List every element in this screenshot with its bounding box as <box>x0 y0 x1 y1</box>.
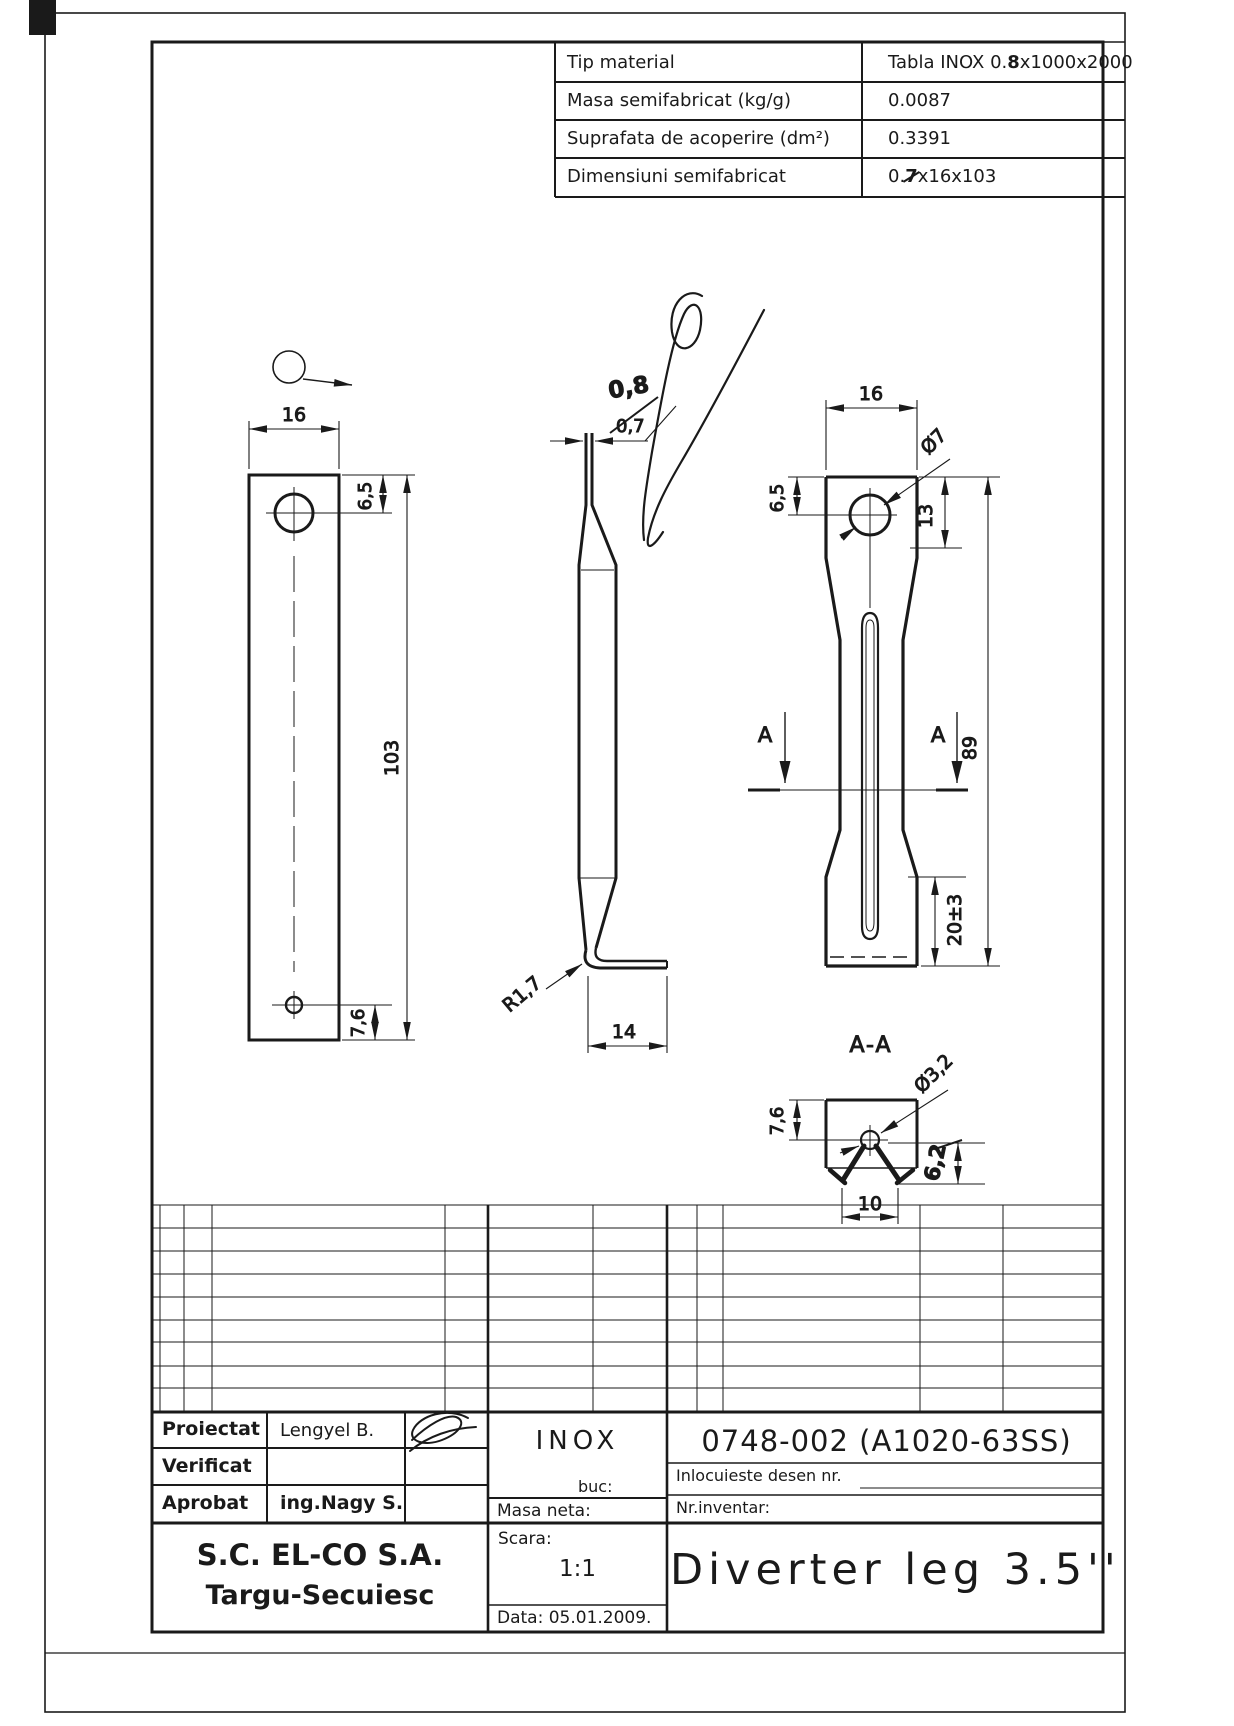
dim-front-hole-dia: Ø7 <box>916 424 952 460</box>
part-number: 0748-002 (A1020-63SS) <box>701 1424 1072 1458</box>
checked-label: Verificat <box>162 1455 252 1477</box>
handwritten-signature-large <box>643 293 764 546</box>
section-view <box>767 1033 985 1224</box>
dim-side-foot: 14 <box>611 1021 637 1043</box>
dim-front-flare: 20±3 <box>944 893 966 947</box>
left-view <box>249 351 415 1040</box>
dim-front-width: 16 <box>858 383 884 405</box>
designed-by: Lengyel B. <box>280 1420 375 1441</box>
dim-section-height: 7,6 <box>767 1106 788 1136</box>
front-view <box>748 383 1000 966</box>
date-label: Data: 05.01.2009. <box>497 1608 652 1628</box>
dim-side-thickness: 0,8 <box>606 371 652 405</box>
dim-front-head-depth: 13 <box>915 503 937 529</box>
struck-digit: 7 <box>905 166 918 187</box>
section-title: A-A <box>849 1033 893 1058</box>
material-row-value: 0.3391 <box>888 128 951 149</box>
value-text: x1000x2000 <box>1019 52 1133 73</box>
approved-by: ing.Nagy S. <box>280 1492 404 1514</box>
material-name: INOX <box>535 1426 620 1456</box>
part-title: Diverter leg 3.5'' <box>670 1545 1121 1595</box>
value-text: Tabla INOX 0. <box>888 52 1008 73</box>
dim-left-width: 16 <box>281 404 307 426</box>
company-name: S.C. EL-CO S.A. <box>196 1538 444 1572</box>
view-direction-icon <box>273 351 305 383</box>
material-row-label: Suprafata de acoperire (dm²) <box>567 128 830 149</box>
value-text: 0. <box>888 166 906 187</box>
designed-label: Proiectat <box>162 1418 260 1440</box>
dim-section-depth: 6,2 <box>919 1141 951 1184</box>
scale-value: 1:1 <box>558 1556 596 1582</box>
scale-label: Scara: <box>498 1529 552 1549</box>
net-mass-label: Masa neta: <box>497 1501 591 1521</box>
dim-left-bottom-hole: 7,6 <box>348 1008 369 1038</box>
scan-artifact <box>29 0 56 35</box>
material-row-value <box>888 52 1133 73</box>
dim-front-length: 89 <box>959 735 981 761</box>
section-arrow-label-left: A <box>757 723 773 747</box>
dim-left-length: 103 <box>381 739 403 777</box>
handwritten-signature-small <box>410 1413 476 1451</box>
material-row-label: Masa semifabricat (kg/g) <box>567 90 791 111</box>
dim-side-thickness-old: 0,7 <box>616 416 645 437</box>
material-row-value: 0.0087 <box>888 90 951 111</box>
company-location: Targu-Secuiesc <box>205 1580 435 1611</box>
dim-section-width: 10 <box>857 1193 883 1215</box>
value-text: x16x103 <box>917 166 997 187</box>
dim-section-hole: Ø3,2 <box>910 1050 958 1098</box>
approved-label: Aprobat <box>162 1492 249 1514</box>
inventory-label: Nr.inventar: <box>676 1498 770 1517</box>
section-arrow-label-right: A <box>930 723 946 747</box>
qty-label: buc: <box>578 1477 613 1496</box>
handwritten-digit: 8 <box>1007 52 1020 73</box>
dim-left-hole-offset: 6,5 <box>355 481 376 511</box>
material-row-value <box>888 166 996 187</box>
dim-side-radius: R1,7 <box>498 972 546 1017</box>
replaces-label: Inlocuieste desen nr. <box>676 1466 842 1485</box>
dim-front-hole-offset: 6,5 <box>767 483 788 513</box>
material-row-label: Tip material <box>567 52 675 73</box>
material-row-label: Dimensiuni semifabricat <box>567 166 786 187</box>
